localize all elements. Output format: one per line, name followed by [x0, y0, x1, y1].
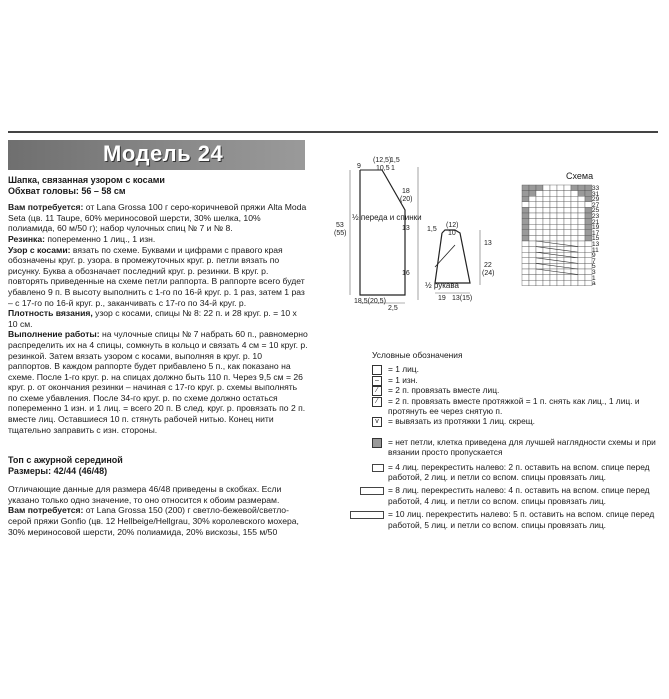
dim-front-total: 53	[336, 222, 344, 229]
chart-cell	[543, 224, 550, 230]
legend-items	[372, 364, 662, 426]
dim-front-h2: 13	[402, 225, 410, 232]
chart-cell	[585, 280, 592, 286]
chart-row-label: 33	[592, 185, 600, 192]
chart-cell	[522, 235, 529, 241]
chart-cell	[529, 235, 536, 241]
dim-sleeve-bottom: 13(15)	[452, 295, 473, 302]
chart-cell	[550, 185, 557, 191]
model-banner	[8, 140, 305, 170]
chart-cell	[536, 213, 543, 219]
legend-no-stitch: = нет петли, клетка приведена для лучшей наглядности схемы и при вязании просто пропускается	[372, 437, 662, 458]
chart-cell	[571, 230, 578, 236]
chart-cell	[536, 275, 543, 281]
hat-work: Выполнение работы: на чулочные спицы № 7 набрать 60 п., равномерно распределить их на 4 спицы, сомкнуть в кольцо и связать 4 см = 10 круг. р. резинкой. Затем вязать узором с косами, выполняя в круг. р. 10 раппортов. В каждом раппорте будет прибавлено 5 п., как показано на схеме. После 1-го круг. р. на спицах должно быть 110 п. Через 9,5 см = 26 круг. р. от окончания резинки – начиная с 17-го круг. р. схемы выполнять по схеме убавления. После 34-го круг. р. по схеме должно остаться попеременно 1 изн. и 1 лиц. = всего 20 п. В след. круг. р. провязать по 2 п. вместе лиц. Оставшиеся 10 п. стянуть рабочей нитью. Конец нити тщательно заправить с изн. стороны.	[8, 329, 308, 435]
chart-cell	[585, 235, 592, 241]
dim-sleeve-top3: 10	[448, 230, 456, 237]
hat-title: Шапка, связанная узором с косами	[8, 175, 165, 185]
chart-cell	[585, 219, 592, 225]
chart-cell	[564, 185, 571, 191]
chart-cell	[585, 269, 592, 275]
chart-cell	[543, 275, 550, 281]
chart-cell	[578, 241, 585, 247]
chart-cell	[557, 202, 564, 208]
chart-cell	[550, 202, 557, 208]
chart-cell	[564, 280, 571, 286]
pattern-schematics	[330, 155, 520, 315]
chart-cell	[564, 213, 571, 219]
chart-cell	[550, 219, 557, 225]
hat-rib: Резинка: попеременно 1 лиц., 1 изн.	[8, 233, 156, 244]
dim-front-h1: 18	[402, 188, 410, 195]
chart-row-label: 31	[592, 190, 600, 198]
chart-cell	[585, 196, 592, 202]
chart-cell	[550, 207, 557, 213]
model-title: Модель 24	[103, 141, 224, 166]
chart-cell	[571, 207, 578, 213]
chart-cell	[522, 219, 529, 225]
chart-cell	[571, 219, 578, 225]
chart-row-label: 5	[592, 263, 596, 271]
chart-cell	[529, 224, 536, 230]
chart-cell	[543, 196, 550, 202]
chart-cell	[522, 230, 529, 236]
chart-cell	[550, 224, 557, 230]
chart-row-label: 15	[592, 235, 600, 243]
chart-row-label: 3	[592, 268, 596, 276]
chart-cell	[557, 280, 564, 286]
dim-front-h1b: (20)	[400, 196, 413, 203]
chart-cell	[585, 252, 592, 258]
chart-cell	[571, 235, 578, 241]
dim-front-total-b: (55)	[334, 230, 347, 237]
chart-row-label: 13	[592, 240, 600, 248]
chart-row-label: 27	[592, 201, 600, 209]
chart-cell	[564, 275, 571, 281]
dim-sleeve-h1: 22	[484, 262, 492, 269]
chart-cell	[529, 191, 536, 197]
chart-cell	[529, 196, 536, 202]
legend-item: – = 1 изн.	[372, 375, 662, 385]
chart-cell	[529, 202, 536, 208]
chart-row-label: a	[592, 280, 596, 288]
chart-cell	[529, 275, 536, 281]
dim-front-top-r2: 1	[391, 165, 395, 172]
chart-cell	[564, 230, 571, 236]
chart-cell	[550, 213, 557, 219]
chart-cell	[557, 219, 564, 225]
cable-symbol-icon	[372, 464, 384, 472]
chart-cell	[585, 258, 592, 264]
chart-cell	[543, 230, 550, 236]
top-title: Топ с ажурной серединой	[8, 455, 123, 465]
hat-size: Обхват головы: 56 – 58 см	[8, 185, 126, 196]
chart-cell	[585, 230, 592, 236]
chart-cell	[578, 230, 585, 236]
chart-cell	[522, 247, 529, 253]
chart-cell	[578, 258, 585, 264]
chart-cell	[571, 224, 578, 230]
chart-cell	[550, 191, 557, 197]
chart-cell	[522, 207, 529, 213]
chart-cell	[585, 241, 592, 247]
chart-cell	[536, 202, 543, 208]
chart-cell	[529, 230, 536, 236]
legend-cables	[372, 462, 662, 530]
chart-cell	[578, 202, 585, 208]
chart-cell	[522, 213, 529, 219]
chart-cell	[536, 207, 543, 213]
dim-front-top2: 10,5	[376, 165, 390, 172]
chart-cell	[578, 224, 585, 230]
grey-square-icon	[372, 438, 382, 448]
chart-cell	[564, 196, 571, 202]
chart-cell	[536, 196, 543, 202]
stitch-chart	[518, 183, 648, 298]
chart-cell	[536, 235, 543, 241]
chart-row-label: 29	[592, 196, 600, 204]
chart-cell	[564, 191, 571, 197]
chart-cell	[536, 280, 543, 286]
dim-front-left: 9	[357, 163, 361, 170]
chart-cell	[585, 213, 592, 219]
dim-front-h3: 16	[402, 270, 410, 277]
chart-cell	[585, 207, 592, 213]
cable-symbol-icon	[360, 487, 384, 495]
chart-cell	[578, 213, 585, 219]
legend-symbol-icon: –	[372, 376, 382, 386]
chart-cell	[578, 269, 585, 275]
chart-cell	[571, 280, 578, 286]
chart-cell	[557, 224, 564, 230]
chart-cell	[550, 280, 557, 286]
chart-row-label: 21	[592, 218, 600, 226]
cable-symbol-icon	[350, 511, 384, 519]
chart-cell	[543, 235, 550, 241]
sleeve-diag	[435, 245, 455, 267]
chart-cell	[543, 207, 550, 213]
chart-cell	[543, 280, 550, 286]
chart-cell	[564, 219, 571, 225]
dim-sleeve-h-top: 13	[484, 240, 492, 247]
legend-cable-item: = 10 лиц. перекрестить налево: 5 п. оставить на вспом. спице перед работой, 5 лиц. и петли со вспом. спицы провязать лиц.	[372, 509, 662, 530]
dim-sleeve-top2: (12)	[446, 222, 459, 229]
sleeve-label: ½ рукава	[425, 281, 459, 290]
chart-cell	[522, 252, 529, 258]
chart-cell	[522, 224, 529, 230]
hat-cable: Узор с косами: вязать по схеме. Буквами и цифрами с правого края обозначены круг. р. узора. в промежуточных круг. р. петли вязать по рисунку. Буква а обозначает последний круг. р. резинки. В круг. р. повторять приведенные на схеме петли раппорта. В раппорте всего будет убавлено 9 п. В высоту выполнить с 1-го по 16-й круг. р. 1 раз, затем 1 раз – с 17-го по 16-й круг. р., заканчивать с 17-го по 34-й круг. р.	[8, 244, 305, 308]
chart-cell	[529, 185, 536, 191]
chart-cell	[557, 185, 564, 191]
chart-cell	[536, 185, 543, 191]
chart-cell	[550, 235, 557, 241]
chart-cell	[564, 235, 571, 241]
chart-cell	[522, 275, 529, 281]
chart-cell	[543, 219, 550, 225]
legend-cable-item: = 8 лиц. перекрестить налево: 4 п. оставить на вспом. спице перед работой, 4 лиц. и петли со вспом. спицы провязать лиц.	[372, 485, 662, 506]
chart-cell	[522, 241, 529, 247]
dim-sleeve-h1b: (24)	[482, 270, 495, 277]
chart-cell	[522, 258, 529, 264]
chart-cell	[529, 219, 536, 225]
top-materials: Вам потребуется: от Lana Grossa 150 (200) г светло-бежевой/светло-серой пряжи Gonfio (цв. 12 Hellbeige/Hellgrau, 30% королевского мохера, 30% мериносовой шерсти, 20% полиамида, 20% вискозы, 155 м/50	[8, 505, 299, 537]
chart-cell	[564, 224, 571, 230]
legend-symbol-icon: ⁄	[372, 386, 382, 396]
legend-cable-item: = 4 лиц. перекрестить налево: 2 п. оставить на вспом. спице перед работой, 2 лиц. и петли со вспом. спицы провязать лиц.	[372, 462, 662, 483]
chart-cell	[529, 213, 536, 219]
dim-sleeve-top: 1,5	[427, 226, 437, 233]
chart-cell	[536, 191, 543, 197]
chart-cell	[522, 269, 529, 275]
chart-row-label: 25	[592, 207, 600, 215]
top-section	[8, 455, 308, 537]
top-sizes-text: Отличающие данные для размера 46/48 приведены в скобках. Если указано только одно значение, то оно относится к обоим размерам.	[8, 484, 282, 505]
chart-cell	[550, 196, 557, 202]
legend-item: = 1 лиц.	[372, 364, 662, 374]
chart-row-labels	[592, 186, 606, 287]
legend-symbol-icon: v	[372, 417, 382, 427]
chart-cell	[557, 275, 564, 281]
chart-cell	[543, 213, 550, 219]
top-rule	[8, 131, 658, 133]
legend-item: ⁄ = 2 п. провязать вместе протяжкой = 1 п. снять как лиц., 1 лиц. и протянуть ее через снятую п.	[372, 396, 662, 417]
chart-cell	[522, 202, 529, 208]
hat-section	[8, 175, 308, 435]
chart-cell	[543, 185, 550, 191]
front-outline	[360, 170, 405, 295]
chart-cell	[585, 185, 592, 191]
dim-front-bottom: 18,5(20,5)	[354, 298, 386, 305]
chart-cell	[529, 258, 536, 264]
chart-title: Схема	[566, 171, 594, 181]
chart-cell	[522, 263, 529, 269]
chart-cell	[578, 235, 585, 241]
chart-cell	[578, 280, 585, 286]
hat-gauge: Плотность вязания, узор с косами, спицы № 8: 22 п. и 28 круг. р. = 10 x 10 см.	[8, 308, 297, 329]
chart-cell	[564, 207, 571, 213]
chart-row-label: 1	[592, 274, 596, 282]
chart-cell	[522, 280, 529, 286]
chart-cell	[536, 230, 543, 236]
chart-row-label: 17	[592, 229, 600, 237]
chart-cell	[585, 224, 592, 230]
chart-cell	[578, 252, 585, 258]
chart-cell	[571, 185, 578, 191]
chart-cell	[522, 196, 529, 202]
chart-cell	[557, 191, 564, 197]
chart-cell	[585, 275, 592, 281]
chart-cell	[557, 207, 564, 213]
chart-cell	[557, 230, 564, 236]
chart-cell	[585, 202, 592, 208]
chart-cell	[578, 196, 585, 202]
chart-cell	[550, 275, 557, 281]
chart-cell	[557, 213, 564, 219]
dim-front-top: (12,5)	[373, 157, 392, 164]
chart-cell	[578, 219, 585, 225]
chart-cell	[522, 191, 529, 197]
front-label: ½ переда и спинки	[352, 213, 422, 222]
chart-row-label: 11	[592, 246, 599, 254]
chart-cell	[543, 191, 550, 197]
top-sizes: Размеры: 42/44 (46/48)	[8, 465, 108, 476]
legend-symbol-icon: ⁄	[372, 397, 382, 407]
chart-cell	[529, 207, 536, 213]
chart-cell	[529, 263, 536, 269]
chart-cell	[585, 191, 592, 197]
legend-item: ⁄ = 2 п. провязать вместе лиц.	[372, 385, 662, 395]
chart-cell	[529, 280, 536, 286]
chart-cell	[578, 275, 585, 281]
legend-item: v = вывязать из протяжки 1 лиц. скрещ.	[372, 416, 662, 426]
chart-cell	[557, 235, 564, 241]
chart-cell	[585, 247, 592, 253]
chart-cell	[571, 196, 578, 202]
chart-row-label: 7	[592, 257, 596, 265]
chart-cell	[529, 247, 536, 253]
chart-cell	[571, 191, 578, 197]
chart-cell	[529, 269, 536, 275]
chart-cell	[536, 219, 543, 225]
chart-cell	[578, 185, 585, 191]
dim-sleeve-bottom-l: 19	[438, 295, 446, 302]
chart-cell	[564, 202, 571, 208]
chart-cell	[578, 247, 585, 253]
chart-cell	[536, 224, 543, 230]
chart-cell	[578, 263, 585, 269]
dim-front-bottom-r: 2,5	[388, 305, 398, 312]
chart-cell	[550, 230, 557, 236]
legend-title: Условные обозначения	[372, 350, 463, 360]
chart-cell	[571, 275, 578, 281]
dim-front-top-r: 1,5	[390, 157, 400, 164]
chart-cell	[522, 185, 529, 191]
chart-cell	[557, 196, 564, 202]
chart-cell	[571, 213, 578, 219]
chart-cell	[529, 241, 536, 247]
chart-cell	[529, 252, 536, 258]
hat-materials: Вам потребуется: от Lana Grossa 100 г серо-коричневой пряжи Alta Moda Seta (цв. 11 Taupe, 60% мериносовой шерсти, 30% шелка, 10% полиамида, 60 м/50 г); набор чулочных спиц № 7 и № 8.	[8, 202, 307, 234]
chart-cell	[543, 202, 550, 208]
chart-cell	[585, 263, 592, 269]
chart-cell	[578, 191, 585, 197]
chart-row-label: 9	[592, 252, 596, 260]
chart-cell	[571, 202, 578, 208]
chart-row-label: 19	[592, 224, 600, 232]
chart-row-label: 23	[592, 212, 600, 220]
chart-cell	[578, 207, 585, 213]
legend	[372, 350, 662, 530]
